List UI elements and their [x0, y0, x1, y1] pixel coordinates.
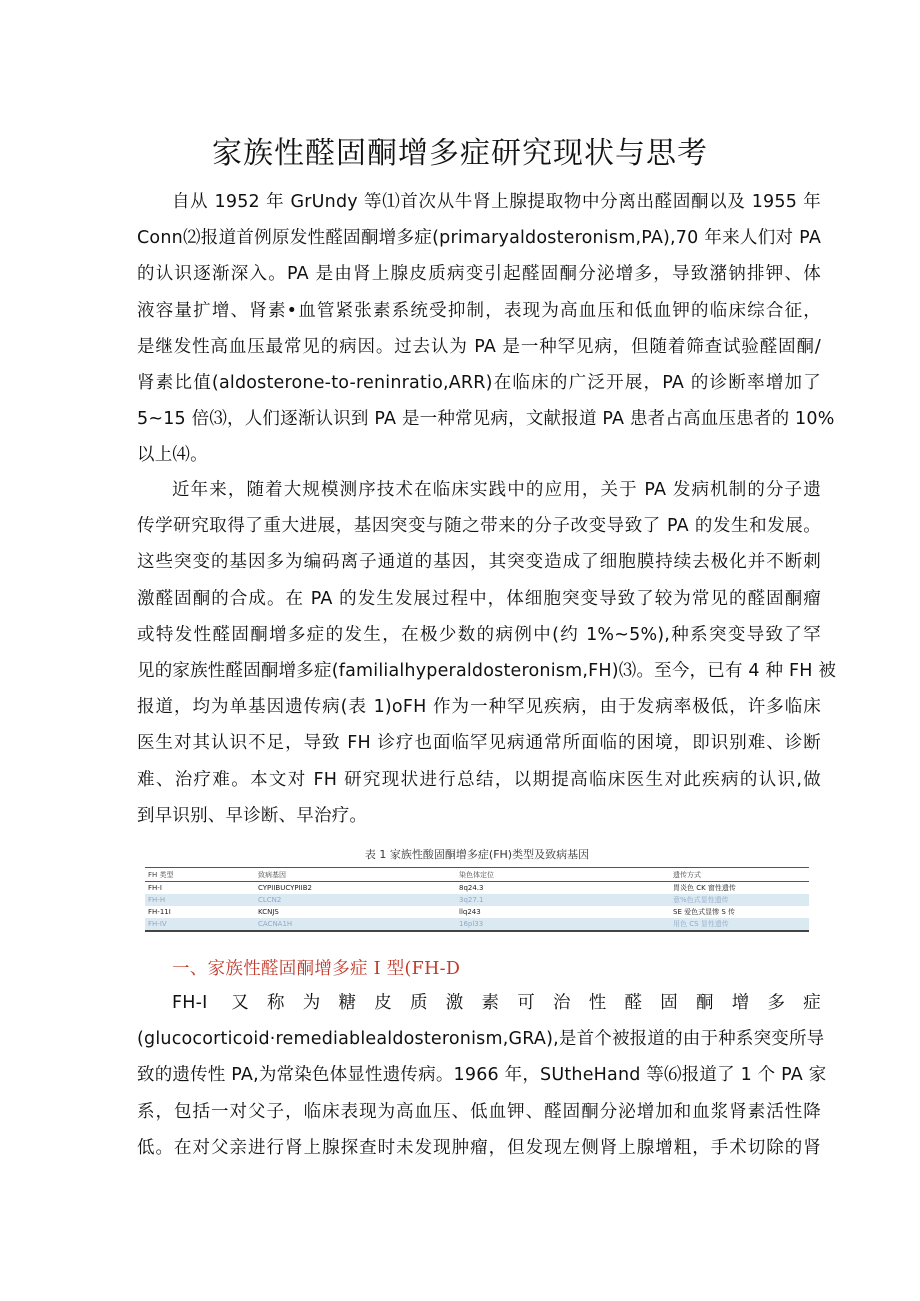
genetics-paragraph — [137, 472, 837, 834]
paragraph-line: 的认识逐渐深入。PA 是由肾上腺皮质病变引起醛固酮分泌增多，导致潴钠排钾、体 — [137, 264, 821, 285]
column-header: 遗传方式 — [670, 868, 809, 882]
document-title: 家族性醛固酮增多症研究现状与思考 — [212, 136, 708, 171]
paragraph-line: 肾素比值(aldosterone-to-reninratio,ARR)在临床的广泛开展，PA 的诊断率增加了 — [137, 373, 821, 394]
column-header: FH 类型 — [145, 868, 255, 882]
paragraph-line: 液容量扩增、肾素•血管紧张素系统受抑制，表现为高血压和低血钾的临床综合征， — [137, 300, 821, 321]
table-header-row — [145, 868, 809, 882]
table-cell: KCNJS — [258, 908, 279, 916]
table-caption: 表 1 家族性酸固酮增多症(FH)类型及致病基因 — [364, 848, 590, 861]
intro-paragraph — [137, 184, 835, 474]
paragraph-line: 5~15 倍⑶，人们逐渐认识到 PA 是一种常见病，文献报道 PA 患者占高血压患者的 10% — [137, 409, 835, 430]
table-row — [145, 918, 809, 931]
paragraph-line: 致的遗传性 PA,为常染色体显性遗传病。1966 年，SUtheHand 等⑹报道了 1 个 PA 家 — [137, 1065, 827, 1086]
table — [145, 867, 809, 932]
column-header: 染色体定位 — [456, 868, 670, 882]
paragraph-line: 难、治疗难。本文对 FH 研究现状进行总结，以期提高临床医生对此疾病的认识,做 — [137, 769, 821, 790]
paragraph-line: 报道，均为单基因遗传病(表 1)oFH 作为一种罕见疾病，由于发病率极低，许多临床 — [137, 697, 821, 718]
table-cell: FH-I — [148, 884, 162, 892]
table-cell: CYPIIBUCYPIIB2 — [258, 884, 312, 892]
table-cell: CLCN2 — [255, 894, 456, 906]
fh-type-table — [145, 846, 809, 932]
table-cell: 用色 CS 显性遗传 — [670, 918, 809, 931]
paragraph-line: 医生对其认识不足，导致 FH 诊疗也面临罕见病通常所面临的困境，即识别难、诊断 — [137, 733, 821, 754]
paragraph-line: FH-I 又称为糖皮质激素可治性醛固酮增多症 — [172, 993, 821, 1013]
paragraph-line: Conn⑵报道首例原发性醛固酮增多症(primaryaldosteronism,PA),70 年来人们对 PA — [137, 228, 821, 249]
table-cell: CACNA1H — [255, 918, 456, 931]
table-cell: 胃炎色 CK 窗性遗传 — [673, 884, 736, 892]
paragraph-line: 以上⑷。 — [137, 445, 208, 466]
paragraph-line: 是继发性高血压最常见的病因。过去认为 PA 是一种罕见病，但随着筛查试验醛固酮/ — [137, 336, 821, 357]
table-cell: 意%色式显性遗传 — [670, 894, 809, 906]
paragraph-line: 自从 1952 年 GrUndy 等⑴首次从牛肾上腺提取物中分离出醛固酮以及 1955 年 — [172, 192, 821, 212]
paragraph-line: 低。在对父亲进行肾上腺探查时未发现肿瘤，但发现左侧肾上腺增粗，手术切除的肾 — [137, 1137, 821, 1158]
table-cell: SE 爱色式显惨 S 传 — [673, 908, 735, 916]
table-row — [145, 894, 809, 906]
paragraph-line: 这些突变的基因多为编码离子通道的基因，其突变造成了细胞膜持续去极化并不断刺 — [137, 552, 821, 573]
paragraph-line: 见的家族性醛固酮增多症(familialhyperaldosteronism,FH)⑶。至今，已有 4 种 FH 被 — [137, 661, 837, 682]
paragraph-line: 激醛固酮的合成。在 PA 的发生发展过程中，体细胞突变导致了较为常见的醛固酮瘤 — [137, 588, 821, 609]
paragraph-line: 传学研究取得了重大进展，基因突变与随之带来的分子改变导致了 PA 的发生和发展。 — [137, 516, 821, 537]
table-cell: FH-IV — [145, 918, 255, 931]
table-cell: FH-11I — [148, 908, 171, 916]
column-header: 致病基因 — [255, 868, 456, 882]
paragraph-line: 近年来，随着大规模测序技术在临床实践中的应用，关于 PA 发病机制的分子遗 — [172, 480, 821, 500]
paragraph-line: 到早识别、早诊断、早治疗。 — [137, 805, 368, 826]
fh1-paragraph — [137, 985, 827, 1166]
table-cell: 8q24.3 — [459, 884, 484, 892]
table-row — [145, 906, 809, 918]
table-cell: 3q27.1 — [456, 894, 670, 906]
paragraph-line: (glucocorticoid·remediablealdosteronism,GRA),是首个被报道的由于种系突变所导 — [137, 1029, 825, 1050]
section-heading: 一、家族性醛固酮增多症 I 型(FH-D — [172, 959, 461, 979]
table-row — [145, 882, 809, 895]
paragraph-line: 或特发性醛固酮增多症的发生，在极少数的病例中(约 1%~5%),种系突变导致了罕 — [137, 624, 821, 645]
table-cell: 16pl33 — [456, 918, 670, 931]
table-cell: FH-H — [145, 894, 255, 906]
table-cell: llq243 — [459, 908, 481, 916]
paragraph-line: 系，包括一对父子，临床表现为高血压、低血钾、醛固酮分泌增加和血浆肾素活性降 — [137, 1101, 821, 1122]
